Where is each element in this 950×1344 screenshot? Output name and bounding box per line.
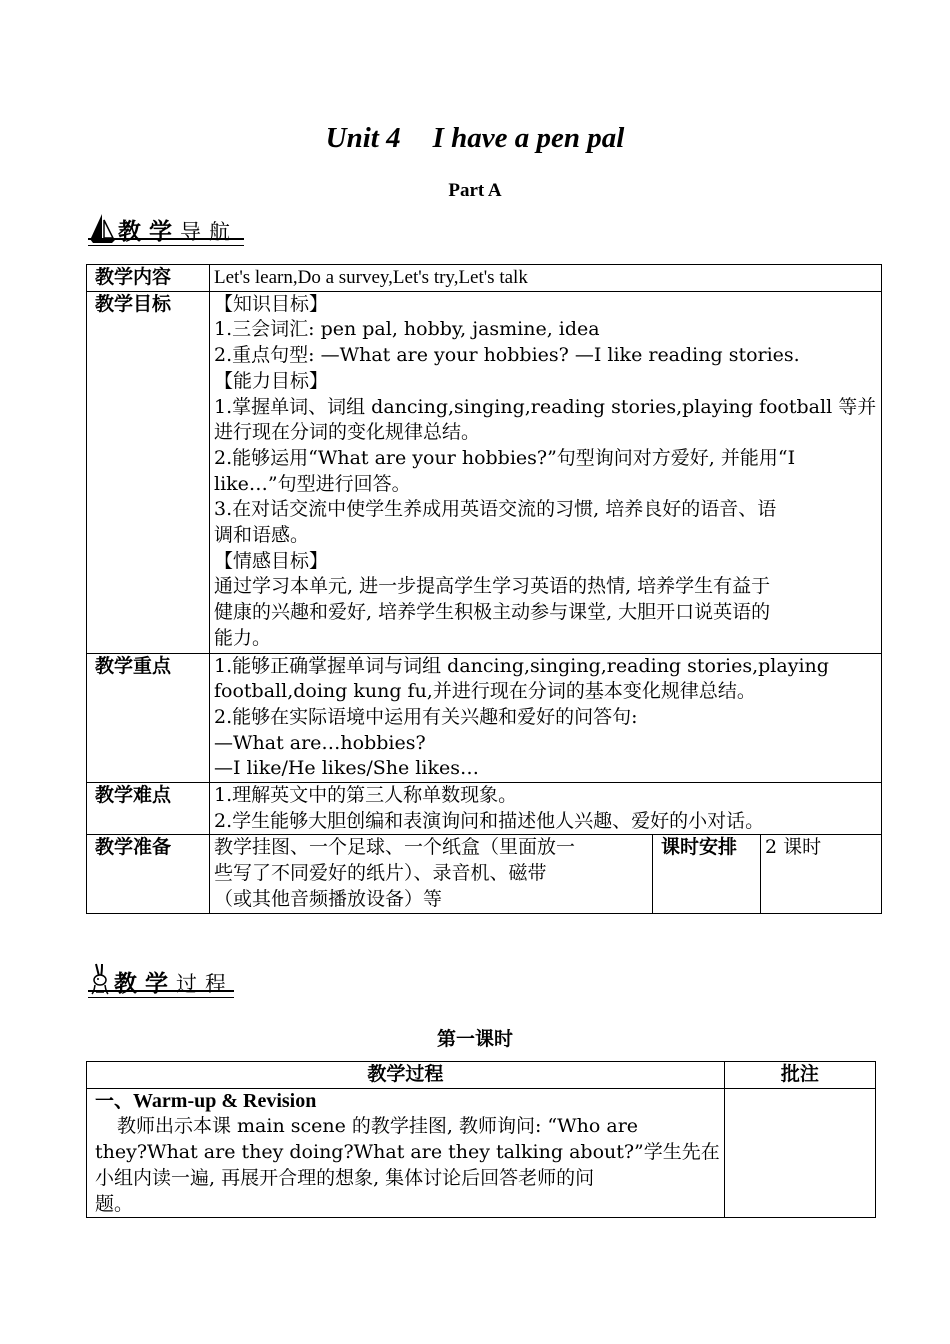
title-unit: Unit 4 (325, 122, 401, 154)
key-line: —I like/He likes/She likes… (214, 757, 479, 780)
content-value: Let's learn,Do a survey,Let's try,Let's talk (210, 265, 882, 292)
teaching-guide-table (86, 264, 882, 914)
section-heading-text: Warm-up & Revision (133, 1089, 317, 1112)
prep-line: 教学挂图、一个足球、一个纸盒（里面放一 (214, 836, 576, 859)
notes-cell (724, 1088, 875, 1218)
goal-line: 健康的兴趣和爱好, 培养学生积极主动参与课堂, 大胆开口说英语的 (214, 601, 771, 624)
section-line: they?What are they doing?What are they talking about?”学生先在 (95, 1141, 720, 1164)
process-section-cell (87, 1088, 725, 1218)
section-heading (95, 1089, 720, 1115)
teaching-process-logo (88, 960, 234, 996)
key-points-cell (210, 653, 882, 783)
key-line: 2.能够在实际语境中运用有关兴趣和爱好的问答句: (214, 705, 638, 728)
goal-line: 通过学习本单元, 进一步提高学生学习英语的热情, 培养学生有益于 (214, 575, 771, 598)
teaching-guide-logo (88, 208, 244, 244)
goal-line: like…”句型进行回答。 (214, 472, 411, 495)
difficulty-cell (210, 783, 882, 835)
goal-line: 进行现在分词的变化规律总结。 (214, 421, 481, 444)
section-line: 题。 (95, 1192, 134, 1215)
goal-line: 2.重点句型: —What are your hobbies? —I like reading stories. (214, 344, 800, 367)
key-line: —What are…hobbies? (214, 731, 426, 754)
key-points-label: 教学重点 (87, 653, 210, 783)
goal-line: 1.三会词汇: pen pal, hobby, jasmine, idea (214, 318, 600, 341)
lesson-heading: 第一课时 (436, 1028, 513, 1050)
goal-line: 【情感目标】 (214, 549, 329, 572)
content-label: 教学内容 (87, 265, 210, 292)
goals-cell (210, 291, 882, 653)
preparation-label: 教学准备 (87, 835, 210, 913)
prep-line: （或其他音频播放设备）等 (214, 887, 443, 910)
key-line: 1.能够正确掌握单词与词组 dancing,singing,reading stories,playing (214, 654, 829, 677)
goal-line: 【知识目标】 (214, 292, 329, 315)
goal-line: 2.能够运用“What are your hobbies?”句型询问对方爱好, 并能用“I (214, 446, 796, 469)
schedule-label: 课时安排 (653, 835, 761, 913)
goal-line: 调和语感。 (214, 524, 310, 547)
part-subtitle: Part A (448, 180, 502, 201)
section-heading-number: 一、 (95, 1089, 134, 1112)
teaching-process-label: 教学过程 (114, 971, 234, 997)
goal-line: 【能力目标】 (214, 369, 329, 392)
difficulty-line: 2.学生能够大胆创编和表演询问和描述他人兴趣、爱好的小对话。 (214, 809, 765, 832)
goal-line: 1.掌握单词、词组 dancing,singing,reading stories,playing football 等并 (214, 395, 877, 418)
preparation-cell (210, 835, 653, 913)
teaching-process-table (86, 1061, 876, 1218)
document-title (0, 122, 950, 155)
process-column-header: 教学过程 (87, 1062, 725, 1089)
title-name: I have a pen pal (432, 122, 625, 154)
goal-line: 3.在对话交流中使学生养成用英语交流的习惯, 培养良好的语音、语 (214, 498, 777, 521)
difficulty-label: 教学难点 (87, 783, 210, 835)
schedule-value: 2 课时 (761, 835, 882, 913)
difficulty-line: 1.理解英文中的第三人称单数现象。 (214, 784, 518, 807)
section-line: 教师出示本课 main scene 的教学挂图, 教师询问: “Who are (117, 1115, 639, 1138)
section-line: 小组内读一遍, 再展开合理的想象, 集体讨论后回答老师的问 (95, 1166, 595, 1189)
goals-label: 教学目标 (87, 291, 210, 653)
key-line: football,doing kung fu,并进行现在分词的基本变化规律总结。 (214, 680, 756, 703)
teaching-guide-label: 教学导航 (118, 219, 238, 245)
notes-column-header: 批注 (724, 1062, 875, 1089)
prep-line: 些写了不同爱好的纸片）、录音机、磁带 (214, 862, 547, 885)
goal-line: 能力。 (214, 626, 272, 649)
